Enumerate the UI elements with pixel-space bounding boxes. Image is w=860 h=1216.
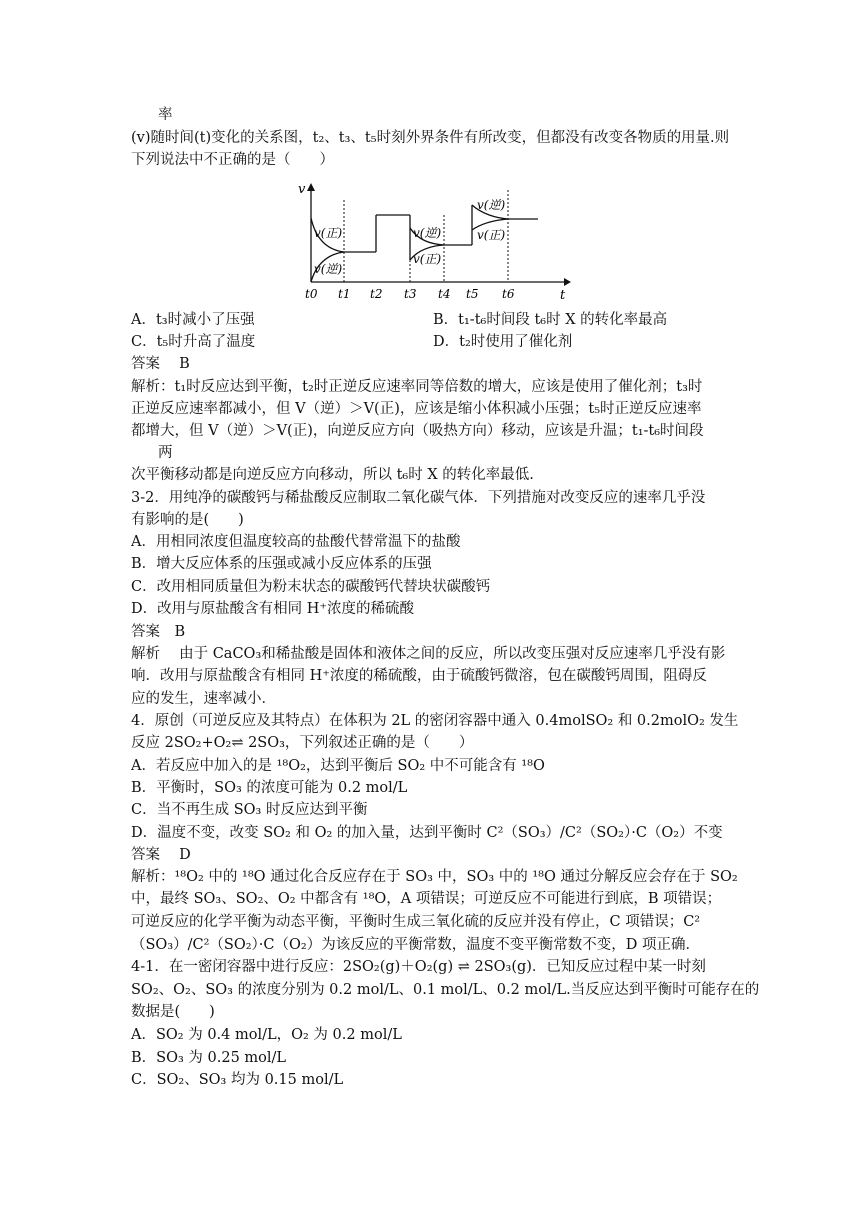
option-a: A．SO₂ 为 0.4 mol/L，O₂ 为 0.2 mol/L	[131, 1027, 402, 1043]
text-line: 解析 由于 CaCO₃和稀盐酸是固体和液体之间的反应，所以改变压强对反应速率几乎没有影	[131, 646, 726, 662]
text-line: 有影响的是( )	[131, 512, 244, 528]
option-a: A．若反应中加入的是 ¹⁸O₂，达到平衡后 SO₂ 中不可能含有 ¹⁸O	[131, 758, 545, 774]
fwd-label-3: v(正)	[477, 228, 506, 242]
text-line: SO₂、O₂、SO₃ 的浓度分别为 0.2 mol/L、0.1 mol/L、0.2 mol/L.当反应达到平衡时可能存在的	[131, 982, 760, 998]
text-line: 次平衡移动都是向逆反应方向移动，所以 t₆时 X 的转化率最低.	[131, 467, 534, 483]
tick-label: t0	[305, 287, 318, 301]
rev-label-2: v(逆)	[413, 226, 442, 240]
option-a: A．t₃时减小了压强	[131, 312, 255, 328]
answer: 答案 D	[131, 847, 191, 863]
option-d: D．t₂时使用了催化剂	[433, 334, 573, 350]
text-line: 都增大，但 V（逆）＞V(正)，向逆反应方向（吸热方向）移动，应该是升温；t₁-t₆时间段	[131, 423, 704, 439]
answer: 答案 B	[131, 356, 190, 372]
tick-label: t2	[370, 287, 383, 301]
option-c: C．当不再生成 SO₃ 时反应达到平衡	[131, 802, 368, 818]
rev-label-3: v(逆)	[477, 198, 506, 212]
text-line: 下列说法中不正确的是（ ）	[131, 152, 334, 168]
y-axis-label: v	[298, 182, 306, 197]
answer: 答案 B	[131, 624, 186, 640]
option-d: D．温度不变，改变 SO₂ 和 O₂ 的加入量，达到平衡时 C²（SO₃）/C²（SO₂）·C（O₂）不变	[131, 825, 723, 841]
text-line: 正逆反应速率都减小，但 V（逆）＞V(正)，应该是缩小体积减小压强；t₅时正逆反应速率	[131, 401, 702, 417]
fwd-label-2: v(正)	[413, 252, 442, 266]
text-line: 解析：¹⁸O₂ 中的 ¹⁸O 通过化合反应存在于 SO₃ 中，SO₃ 中的 ¹⁸O 通过分解反应会存在于 SO₂	[131, 869, 738, 885]
option-c: C．SO₂、SO₃ 均为 0.15 mol/L	[131, 1072, 344, 1088]
text-line: 两	[158, 445, 173, 461]
fwd-label-1: v(正)	[314, 226, 343, 240]
option-c: C．改用相同质量但为粉末状态的碳酸钙代替块状碳酸钙	[131, 579, 491, 595]
text-line: 反应 2SO₂+O₂⇌ 2SO₃，下列叙述正确的是（ ）	[131, 735, 474, 751]
text-line: 解析：t₁时反应达到平衡，t₂时正逆反应速率同等倍数的增大，应该是使用了催化剂；t₃时	[131, 379, 703, 395]
question-4: 4．原创（可逆反应及其特点）在体积为 2L 的密闭容器中通入 0.4molSO₂ 和 0.2molO₂ 发生	[131, 713, 739, 729]
text-line: (v)随时间(t)变化的关系图，t₂、t₃、t₅时刻外界条件有所改变，但都没有改变各物质的用量.则	[131, 130, 730, 146]
tick-label: t3	[404, 287, 417, 301]
option-d: D．改用与原盐酸含有相同 H⁺浓度的稀硫酸	[131, 601, 415, 617]
question-3-2: 3-2．用纯净的碳酸钙与稀盐酸反应制取二氧化碳气体．下列措施对改变反应的速率几乎没	[131, 490, 706, 506]
tick-label: t4	[438, 287, 451, 301]
option-b: B．平衡时，SO₃ 的浓度可能为 0.2 mol/L	[131, 780, 408, 796]
tick-label: t1	[338, 287, 351, 301]
option-b: B．SO₃ 为 0.25 mol/L	[131, 1050, 287, 1066]
rate-time-graph	[296, 178, 576, 304]
text-line: 可逆反应的化学平衡为动态平衡，平衡时生成三氧化硫的反应并没有停止，C 项错误；C²	[131, 914, 701, 930]
x-axis-label: t	[560, 288, 566, 303]
option-c: C．t₅时升高了温度	[131, 334, 256, 350]
tick-label: t6	[502, 287, 515, 301]
text-line: 数据是( )	[131, 1004, 215, 1020]
text-line: 应的发生，速率减小．	[131, 691, 276, 707]
option-a: A．用相同浓度但温度较高的盐酸代替常温下的盐酸	[131, 534, 461, 550]
text-line: （SO₃）/C²（SO₂）·C（O₂）为该反应的平衡常数，温度不变平衡常数不变，D 项正确．	[131, 937, 700, 953]
question-4-1: 4-1．在一密闭容器中进行反应：2SO₂(g)＋O₂(g) ⇌ 2SO₃(g)．已知反应过程中某一时刻	[131, 959, 706, 975]
text-line: 中，最终 SO₃、SO₂、O₂ 中都含有 ¹⁸O，A 项错误；可逆反应不可能进行到底，B 项错误；	[131, 891, 722, 907]
tick-label: t5	[466, 287, 479, 301]
option-b: B．增大反应体系的压强或减小反应体系的压强	[131, 556, 432, 572]
rev-label-1: v(逆)	[314, 262, 343, 276]
text-line: 率	[158, 107, 173, 123]
option-b: B．t₁-t₆时间段 t₆时 X 的转化率最高	[433, 312, 668, 328]
text-line: 响．改用与原盐酸含有相同 H⁺浓度的稀硫酸，由于硫酸钙微溶，包在碳酸钙周围，阻碍反	[131, 668, 707, 684]
